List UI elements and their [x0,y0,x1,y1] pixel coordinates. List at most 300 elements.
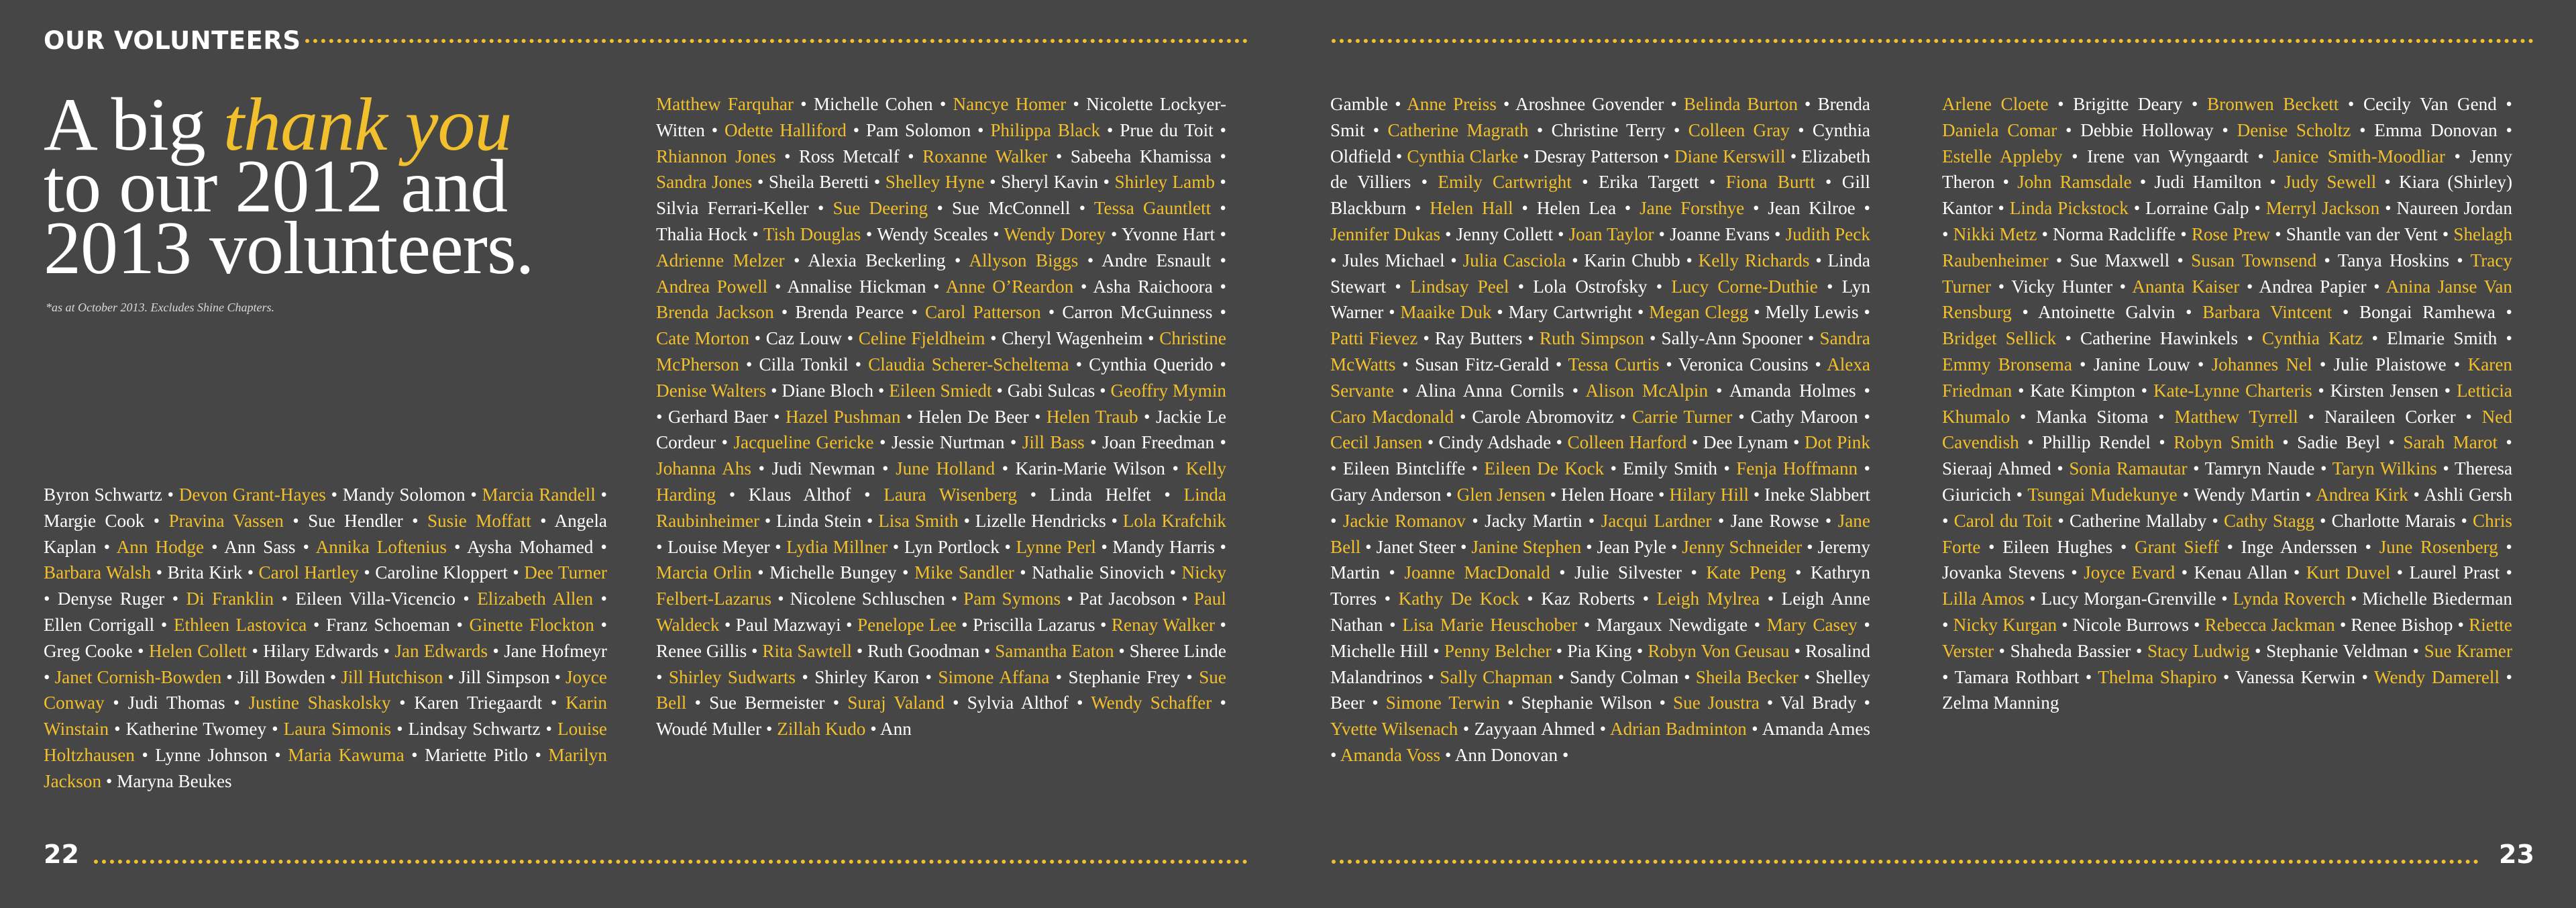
volunteer-name: Cynthia Querido [1089,354,1214,374]
bullet-separator: • [242,562,259,583]
bullet-separator: • [1499,693,1521,713]
bullet-separator: • [531,510,555,531]
bullet-separator: • [1744,198,1768,219]
volunteer-name: Robyn Von Geusau [1648,640,1790,661]
bullet-separator: • [1428,640,1444,661]
bullet-separator: • [2056,328,2080,349]
bullet-separator: • [1422,432,1439,453]
volunteer-name: Mandy Harris [1112,536,1215,557]
volunteer-name: Barbara Walsh [44,562,152,583]
bullet-separator: • [2366,276,2386,297]
volunteer-name: Pravina Vassen [168,510,284,531]
volunteer-name: Sieraaj Ahmed [1942,458,2051,479]
volunteer-name: Cynthia Oldfield [1330,119,1870,166]
bullet-separator: • [1581,536,1597,557]
bullet-separator: • [1380,562,1405,583]
bullet-separator: • [1150,484,1184,505]
volunteer-name: Sue Bell [656,666,1226,713]
volunteer-name: Diane Bloch [782,380,874,401]
headline-line3: 2013 volunteers. [44,207,534,290]
volunteer-name: Helen Hall [1430,198,1513,219]
bullet-separator: • [944,693,967,713]
bullet-separator: • [1098,172,1115,193]
volunteer-name: Ruth Goodman [867,640,980,661]
bullet-separator: • [1068,693,1091,713]
bullet-separator: • [593,589,607,609]
bullet-separator: • [378,640,395,661]
volunteer-name: Kelly Harding [656,458,1226,505]
bullet-separator: • [1551,432,1568,453]
volunteer-name: Maria Kawuma [288,744,405,765]
volunteer-name: Mary Cartwright [1508,302,1633,323]
bullet-separator: • [2449,250,2471,270]
bullet-separator: • [1942,510,1954,531]
bullet-separator: • [1858,406,1870,427]
bullet-separator: • [2437,223,2454,244]
volunteer-name: Jill Simpson [458,666,550,687]
bullet-separator: • [2024,589,2041,609]
volunteer-name: Carron McGuinness [1062,302,1213,323]
volunteer-name: Ross Metcalf [798,146,900,166]
volunteer-name: Di Franklin [186,589,274,609]
volunteer-name: Brenda Smit [1330,94,1870,140]
volunteer-name: Susan Fitz-Gerald [1415,354,1550,374]
bullet-separator: • [873,380,890,401]
volunteer-name: Renay Walker [1111,614,1216,635]
bullet-separator: • [2010,484,2028,505]
bullet-separator: • [928,198,953,219]
bullet-separator: • [2239,276,2259,297]
bullet-separator: • [1658,146,1674,166]
volunteer-name: Linda Stein [776,510,862,531]
bullet-separator: • [1212,302,1226,323]
volunteer-name: Annalise Hickman [787,276,926,297]
bullet-separator: • [846,119,866,140]
bullet-separator: • [751,458,772,479]
volunteer-name: Joanne MacDonald [1404,562,1550,583]
volunteer-name: Denyse Ruger [57,589,165,609]
bullet-separator: • [1330,458,1343,479]
bullet-separator: • [766,380,782,401]
footer-rule-left [94,860,1248,864]
volunteer-name: Pam Solomon [865,119,971,140]
volunteer-name: Marcia Orlin [656,562,752,583]
bullet-separator: • [1654,223,1670,244]
bullet-separator: • [2379,198,2397,219]
volunteer-name: Gill Blackburn [1330,172,1870,219]
volunteer-name: Ann Hodge [116,536,205,557]
bullet-separator: • [2216,666,2236,687]
bullet-separator: • [1797,94,1818,114]
bullet-separator: • [593,536,607,557]
volunteer-name: Franz Schoeman [326,614,450,635]
bullet-separator: • [1717,458,1737,479]
page-number-left: 22 [44,840,79,869]
bullet-separator: • [1406,198,1430,219]
bullet-separator: • [1411,172,1438,193]
bullet-separator: • [1994,640,2010,661]
bullet-separator: • [2455,510,2473,531]
bullet-separator: • [1631,640,1648,661]
volunteer-name: Maryna Beukes [117,770,232,791]
bullet-separator: • [449,614,470,635]
volunteer-name: Sally-Ann Spooner [1661,328,1803,349]
bullet-separator: • [2062,146,2088,166]
volunteer-name: Alina Anna Cornils [1415,380,1564,401]
volunteer-name: Helen Traub [1046,406,1138,427]
volunteer-name: Sue Kramer [2424,640,2512,661]
volunteer-name: Asha Raichoora [1093,276,1213,297]
volunteer-name: Maaike Duk [1400,302,1492,323]
bullet-separator: • [739,354,759,374]
volunteer-name: Janet Steer [1376,536,1456,557]
volunteer-name: Carole Abromovitz [1472,406,1614,427]
bullet-separator: • [979,640,996,661]
volunteer-name: Tamryn Naude [2204,458,2315,479]
bullet-separator: • [542,693,566,713]
bullet-separator: • [1496,94,1515,114]
volunteer-name: Jennifer Dukas [1330,223,1441,244]
bullet-separator: • [1632,302,1650,323]
volunteer-name: Cindy Adshade [1438,432,1552,453]
volunteer-name: Kate Kimpton [2030,380,2135,401]
volunteer-name: Wendy Damerell [2374,666,2500,687]
volunteer-name: Shantle van der Vent [2286,223,2438,244]
bullet-separator: • [1465,510,1485,531]
volunteer-name: Adrian Badminton [1610,719,1747,740]
volunteer-name: Jean Pyle [1597,536,1666,557]
bullet-separator: • [2064,562,2084,583]
volunteer-name: Lorraine Galp [2145,198,2249,219]
headline-accent: thank you [223,83,512,166]
volunteer-name: Carol Patterson [925,302,1041,323]
bullet-separator: • [1678,666,1696,687]
volunteer-name: Ellen Corrigall [44,614,155,635]
bullet-separator: • [987,223,1004,244]
headline [44,83,641,290]
volunteer-name: Claudia Scherer-Scheltema [868,354,1069,374]
bullet-separator: • [1215,614,1226,635]
bullet-separator: • [2497,328,2512,349]
volunteer-column-1 [44,482,607,825]
bullet-separator: • [1360,536,1377,557]
volunteer-name: Allyson Biggs [969,250,1079,270]
volunteer-name: Odette Halliford [724,119,847,140]
volunteer-name: Leigh Mylrea [1656,589,1760,609]
volunteer-name: Marilyn Jackson [44,744,607,791]
volunteer-name: Glen Jensen [1456,484,1546,505]
bullet-separator: • [1552,666,1570,687]
volunteer-name: Sheila Becker [1695,666,1799,687]
volunteer-name: Jovanka Stevens [1942,562,2065,583]
bullet-separator: • [984,172,1002,193]
volunteer-name: Sadie Beyl [2297,432,2381,453]
volunteer-name: Sylvia Althof [967,693,1069,713]
bullet-separator: • [1106,510,1123,531]
volunteer-name: Judi Thomas [127,693,225,713]
bullet-separator: • [1383,614,1403,635]
bullet-separator: • [958,510,975,531]
volunteer-name: Jenny Theron [1942,146,2512,193]
bullet-separator: • [2188,614,2205,635]
bullet-separator: • [1084,432,1103,453]
bullet-separator: • [2316,250,2338,270]
volunteer-name: Naraileen Corker [2324,406,2456,427]
volunteer-name: Matthew Tyrrell [2174,406,2298,427]
bullet-separator: • [390,693,415,713]
volunteer-name: Karen Triegaardt [414,693,543,713]
volunteer-name: Arlene Cloete [1942,94,2049,114]
volunteer-name: Ann Donovan [1454,744,1558,765]
bullet-separator: • [1654,484,1670,505]
volunteer-name: Julie Plaistowe [2333,354,2447,374]
bullet-separator: • [2112,276,2133,297]
volunteer-name: Matthew Farquhar [656,94,794,114]
volunteer-name: Linda Raubinheimer [656,484,1226,531]
volunteer-name: Hilary Hill [1669,484,1749,505]
bullet-separator: • [2057,614,2073,635]
volunteer-name: Judi Hamilton [2154,172,2262,193]
bullet-separator: • [2376,172,2399,193]
bullet-separator: • [1942,223,1953,244]
bullet-separator: • [793,94,814,114]
volunteer-name: Lisa Marie Heuschober [1402,614,1578,635]
bullet-separator: • [2037,223,2053,244]
bullet-separator: • [1759,693,1780,713]
volunteer-name: Patti Fievez [1330,328,1418,349]
volunteer-name: Nicolene Schluschen [790,589,945,609]
bullet-separator: • [2057,119,2081,140]
volunteer-name: Aroshnee Govender [1515,94,1664,114]
bullet-separator: • [1391,146,1407,166]
volunteer-name: John Ramsdale [2017,172,2132,193]
bullet-separator: • [540,719,557,740]
volunteer-name: Ginette Flockton [469,614,594,635]
volunteer-name: Karen Friedman [1942,354,2512,401]
bullet-separator: • [2079,666,2098,687]
volunteer-name: Helen Hoare [1560,484,1654,505]
volunteer-name: Eileen Smiedt [889,380,992,401]
volunteer-name: Irene van Wyngaardt [2087,146,2249,166]
volunteer-name: Nicky Kurgan [1953,614,2057,635]
volunteer-name: Lyn Warner [1330,276,1870,323]
volunteer-name: Denise Walters [656,380,767,401]
volunteer-name: Brenda Jackson [656,302,774,323]
bullet-separator: • [1377,589,1399,609]
bullet-separator: • [2052,510,2070,531]
bullet-separator: • [771,589,790,609]
volunteer-name: Paul Mazwayi [735,614,841,635]
volunteer-name: Dee Turner [524,562,607,583]
volunteer-name: Rosalind Malandrinos [1330,640,1870,687]
volunteer-name: Desray Patterson [1534,146,1659,166]
volunteer-name: Denise Scholtz [2237,119,2351,140]
volunteer-name: Ineke Slabbert [1764,484,1870,505]
volunteer-name: Lola Krafchik [1122,510,1226,531]
bullet-separator: • [1016,484,1050,505]
bullet-separator: • [2453,614,2469,635]
bullet-separator: • [926,276,946,297]
bullet-separator: • [1095,380,1111,401]
volunteer-name: Helen De Beer [918,406,1029,427]
volunteer-name: Joyce Evard [2084,562,2176,583]
bullet-separator: • [656,666,669,687]
volunteer-name: Amanda Ames [1762,719,1870,740]
bullet-separator: • [151,562,168,583]
volunteer-name: Julie Silvester [1574,562,1682,583]
bullet-separator: • [96,536,117,557]
bullet-separator: • [1440,223,1456,244]
bullet-separator: • [1732,406,1751,427]
volunteer-name: Bronwen Beckett [2207,94,2339,114]
volunteer-name: Sonia Ramautar [2069,458,2188,479]
bullet-separator: • [1991,276,2012,297]
volunteer-name: Letticia Khumalo [1942,380,2512,427]
volunteer-name: Ashli Gersh [2424,484,2512,505]
volunteer-name: Klaus Althof [748,484,851,505]
volunteer-name: Karin Chubb [1584,250,1680,270]
bullet-separator: • [2498,432,2512,453]
bullet-separator: • [144,510,169,531]
volunteer-name: Louise Holtzhausen [44,719,607,765]
bullet-separator: • [2357,536,2379,557]
volunteer-name: Sue Deering [833,198,928,219]
volunteer-name: Philippa Black [990,119,1101,140]
volunteer-name: Taryn Wilkins [2332,458,2437,479]
volunteer-name: Mike Sandler [914,562,1014,583]
bullet-separator: • [1942,614,1953,635]
volunteer-name: Kelly Richards [1698,250,1810,270]
volunteer-name: Carol du Toit [1953,510,2053,531]
volunteer-name: Nathalie Sinovich [1032,562,1165,583]
bullet-separator: • [1788,432,1805,453]
volunteer-name: Mariette Pitlo [425,744,529,765]
bullet-separator: • [134,744,156,765]
bullet-separator: • [1808,354,1827,374]
volunteer-name: Michelle Biederman [2362,589,2512,609]
header-rule-right [1332,39,2534,43]
bullet-separator: • [2011,302,2038,323]
bullet-separator: • [1856,380,1870,401]
bullet-separator: • [2455,406,2482,427]
bullet-separator: • [154,614,174,635]
volunteer-name: Aysha Mohamed [467,536,594,557]
volunteer-column-3 [1330,91,1870,824]
bullet-separator: • [2351,119,2375,140]
bullet-separator: • [1711,510,1731,531]
bullet-separator: • [2012,380,2031,401]
volunteer-name: Lynne Perl [1016,536,1096,557]
volunteer-name: Megan Clegg [1649,302,1749,323]
volunteer-name: Linda Helfet [1049,484,1151,505]
bullet-separator: • [2238,328,2262,349]
volunteer-name: Pia King [1567,640,1632,661]
volunteer-name: Zelma Manning [1942,693,2059,713]
volunteer-name: Lynda Roverch [2233,589,2346,609]
bullet-separator: • [1789,640,1806,661]
volunteer-name: Sue McConnell [952,198,1071,219]
bullet-separator: • [295,536,316,557]
volunteer-name: Lydia Millner [786,536,888,557]
volunteer-name: Naureen Jordan [2396,198,2512,219]
bullet-separator: • [1073,276,1093,297]
volunteer-name: Sandy Colman [1569,666,1679,687]
volunteer-name: Laurel Prast [2409,562,2500,583]
volunteer-name: Greg Cooke [44,640,133,661]
bullet-separator: • [1760,589,1782,609]
volunteer-name: Tracy Turner [1942,250,2512,297]
volunteer-name: Julia Casciola [1462,250,1566,270]
bullet-separator: • [1212,693,1226,713]
bullet-separator: • [775,146,799,166]
bullet-separator: • [2048,94,2074,114]
bullet-separator: • [2261,172,2284,193]
bullet-separator: • [767,406,786,427]
volunteer-name: Shelley Hyne [885,172,985,193]
volunteer-name: Christine Terry [1551,119,1666,140]
volunteer-name: Sheryl Kavin [1001,172,1099,193]
volunteer-name: Sabeeha Khamissa [1070,146,1212,166]
volunteer-name: Phillip Rendel [2041,432,2151,453]
bullet-separator: • [549,666,566,687]
volunteer-name: Jacqueline Gericke [733,432,874,453]
bullet-separator: • [1664,94,1684,114]
bullet-separator: • [1040,302,1063,323]
bullet-separator: • [2312,354,2334,374]
bullet-separator: • [991,380,1008,401]
volunteer-name: Laura Wisenberg [883,484,1017,505]
volunteer-name: Jules Michael [1342,250,1445,270]
headline-pre: A big [44,83,223,166]
bullet-separator: • [808,198,833,219]
volunteer-name: Dee Lynam [1703,432,1788,453]
bullet-separator: • [1855,198,1870,219]
bullet-separator: • [875,458,896,479]
volunteer-name: Ethleen Lastovica [173,614,307,635]
volunteer-name: Tessa Gauntlett [1093,198,1212,219]
volunteer-name: Jenny Collett [1456,223,1554,244]
bullet-separator: • [1330,744,1340,765]
bullet-separator: • [1635,589,1657,609]
bullet-separator: • [1680,250,1699,270]
bullet-separator: • [1992,198,2010,219]
volunteer-name: Jill Bowden [237,666,325,687]
volunteer-name: Jane Forsthye [1640,198,1745,219]
bullet-separator: • [446,536,468,557]
bullet-separator: • [455,589,478,609]
volunteer-name: Samantha Eaton [995,640,1114,661]
volunteer-name: Nicole Burrows [2072,614,2189,635]
volunteer-name: Adrienne Melzer [656,250,785,270]
volunteer-name: Lisa Smith [878,510,959,531]
volunteer-name: Catherine Mallaby [2069,510,2207,531]
bullet-separator: • [2169,250,2192,270]
bullet-separator: • [1699,172,1726,193]
bullet-separator: • [2051,458,2070,479]
volunteer-name: Tessa Curtis [1568,354,1660,374]
volunteer-name: Charlotte Marais [2331,510,2456,531]
volunteer-name: Janet Cornish-Bowden [54,666,222,687]
volunteer-column-2 [656,91,1226,824]
volunteer-name: Alexa Servante [1330,354,1870,401]
bullet-separator: • [1061,589,1079,609]
bullet-separator: • [2216,589,2233,609]
bullet-separator: • [1028,406,1046,427]
bullet-separator: • [1213,119,1226,140]
bullet-separator: • [2298,406,2324,427]
bullet-separator: • [1078,250,1102,270]
volunteer-name: Byron Schwartz [44,485,162,505]
